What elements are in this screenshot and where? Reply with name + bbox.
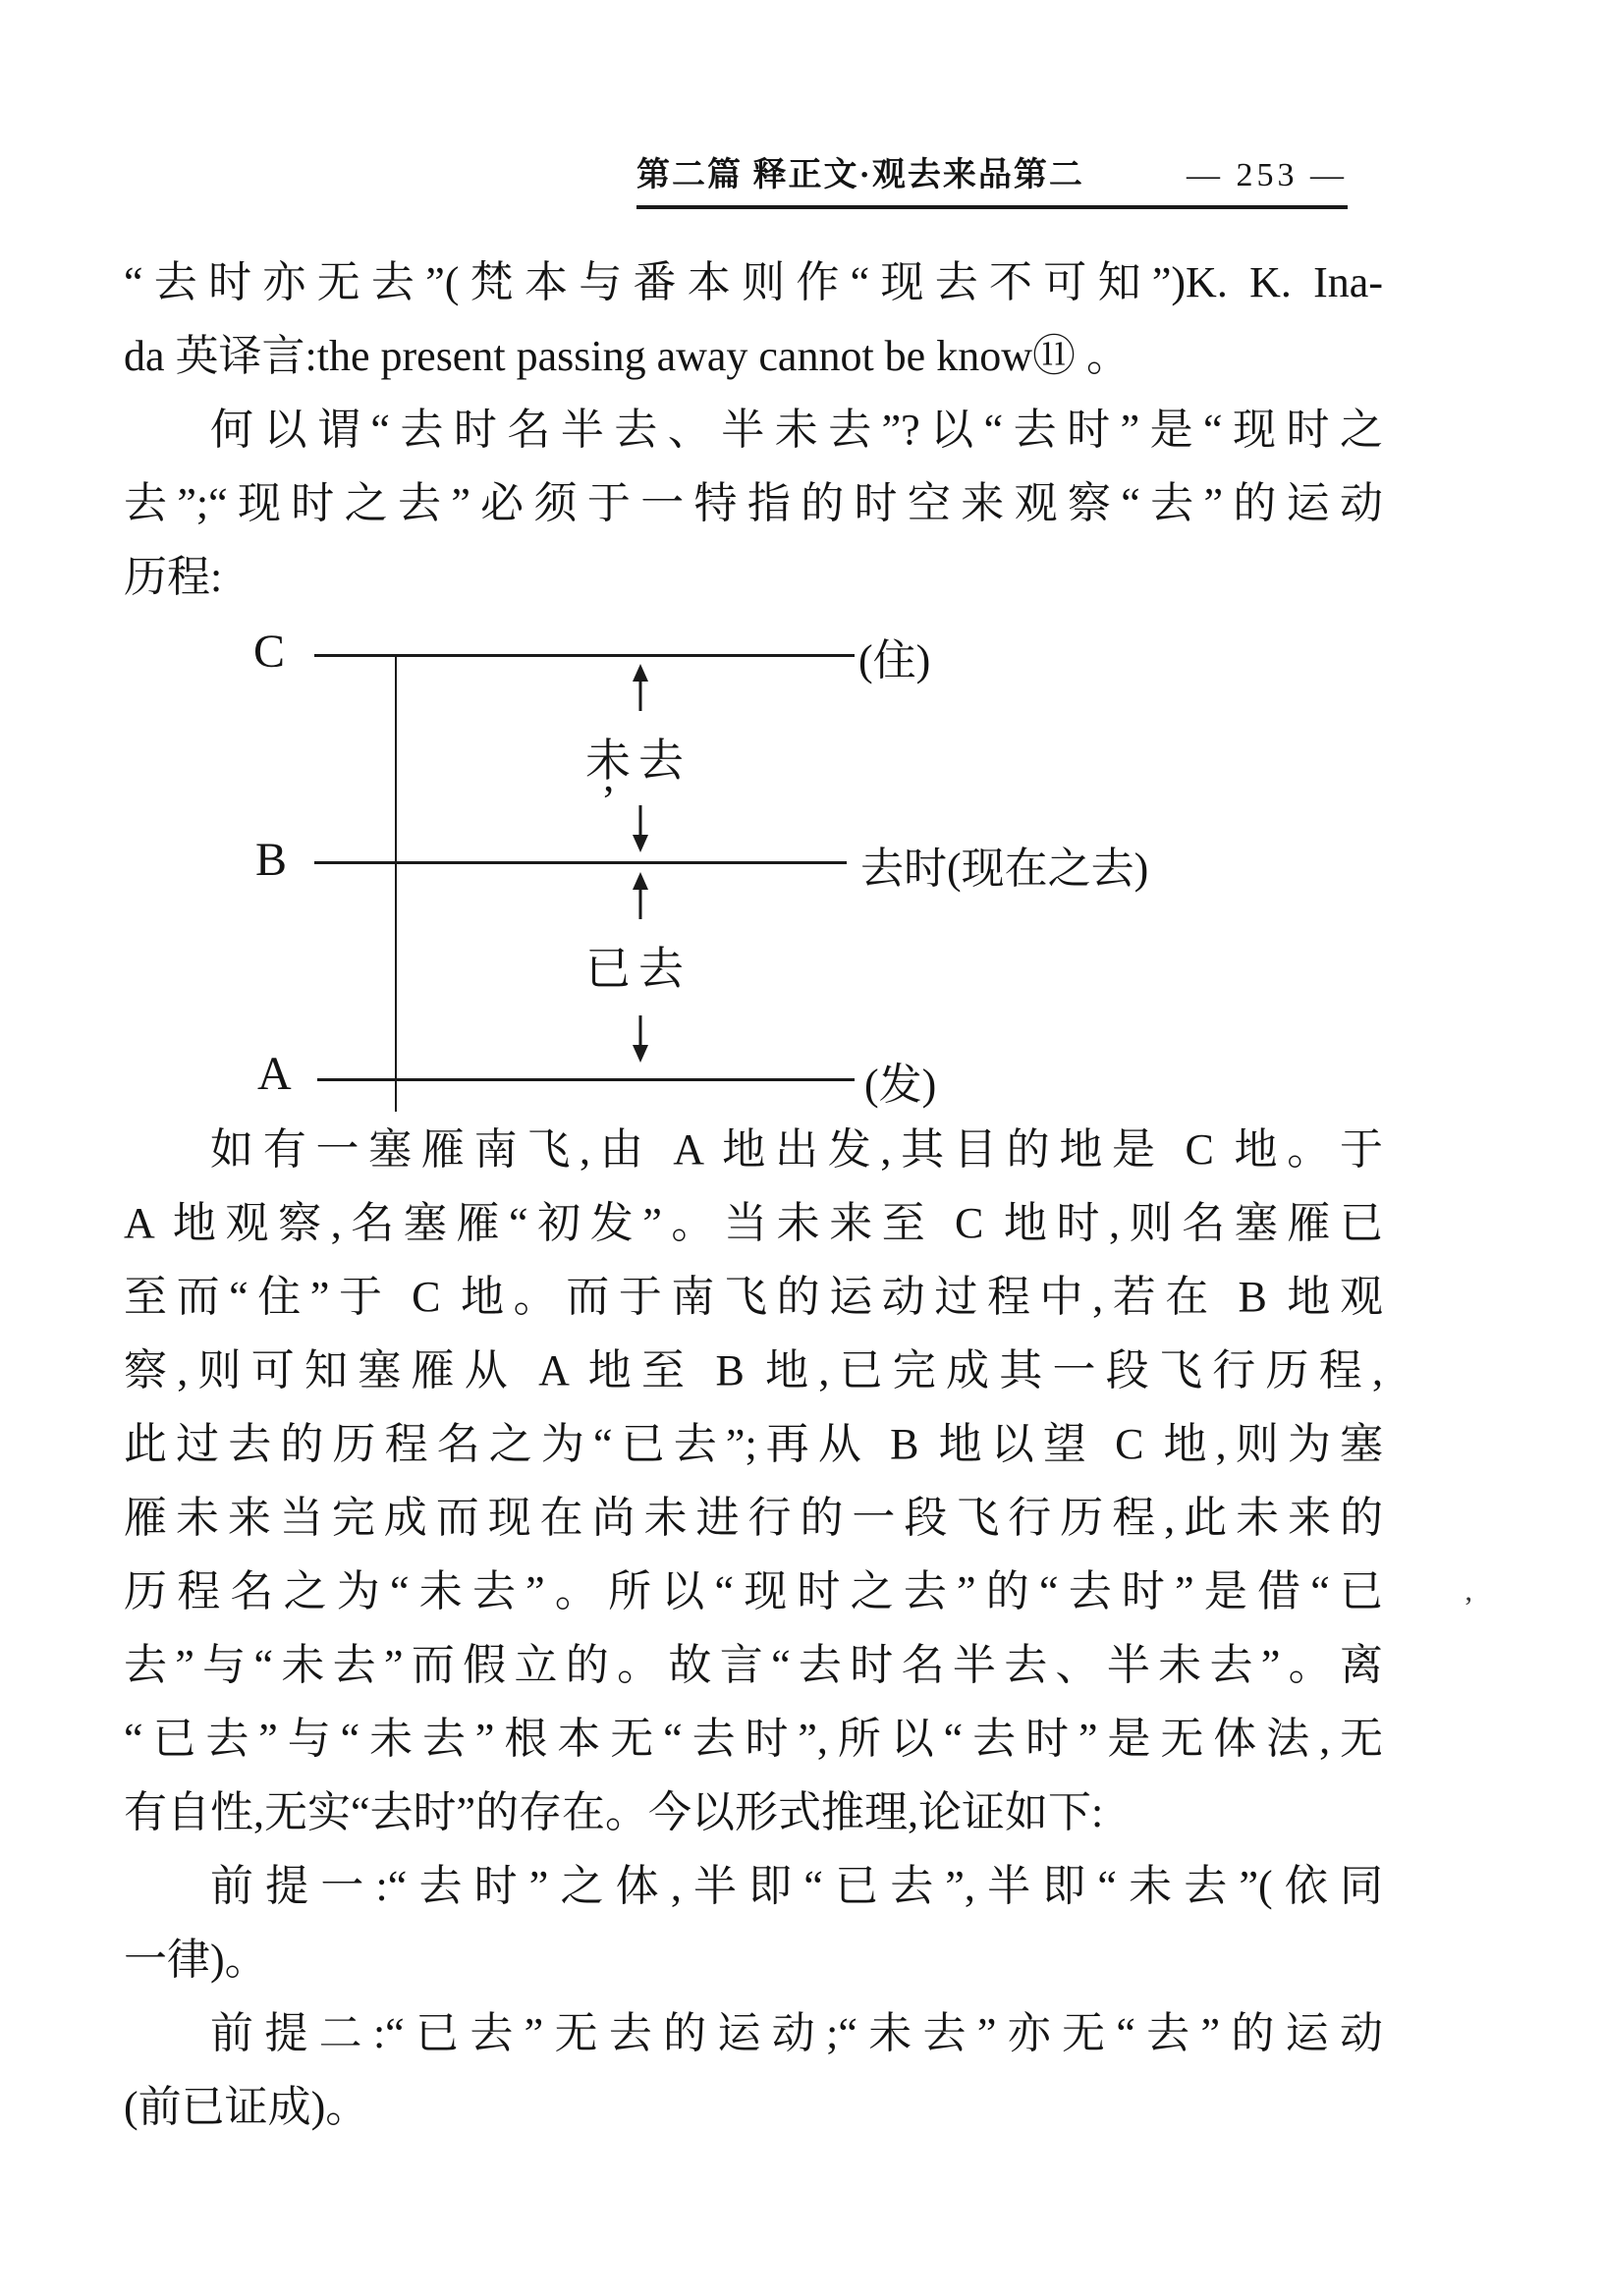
text-line: (前已证成)。: [124, 2083, 369, 2131]
margin-stray-mark: ’: [1464, 1591, 1473, 1623]
text-line: 一律)。: [124, 1936, 268, 1984]
arrow-down-icon: [628, 1013, 653, 1063]
text-line: 历程名之为“未去”。所以“现时之去”的“去时”是借“已: [124, 1567, 1383, 1615]
text-line: 有自性,无实“去时”的存在。今以形式推理,论证如下:: [124, 1788, 1104, 1836]
text-line: 至而“住”于 C 地。而于南飞的运动过程中,若在 B 地观: [124, 1273, 1383, 1321]
diagram-label-depart: (发): [864, 1061, 937, 1109]
text-line: 历程:: [124, 553, 223, 601]
text-line: 如有一塞雁南飞,由 A 地出发,其目的地是 C 地。于: [210, 1125, 1383, 1174]
diagram-point-c-label: C: [253, 626, 286, 678]
arrow-up-icon: [628, 872, 653, 921]
paragraph-block-bottom: [124, 1113, 1383, 2144]
diagram-point-b-label: B: [255, 834, 288, 886]
text-line: 前提一:“去时”之体,半即“已去”,半即“未去”(依同: [210, 1862, 1383, 1910]
text-line: A 地观察,名塞雁“初发”。当未来至 C 地时,则名塞雁已: [124, 1199, 1383, 1247]
text-line: “去时亦无去”(梵本与番本则作“现去不可知”)K. K. Ina-: [124, 258, 1383, 306]
chapter-title: 第二篇 释正文·观去来品第二: [636, 157, 1084, 193]
text-line: 此过去的历程名之为“已去”;再从 B 地以望 C 地,则为塞: [124, 1420, 1383, 1468]
text-line: “已去”与“未去”根本无“去时”,所以“去时”是无体法,无: [124, 1715, 1383, 1763]
text-line: 雁未来当完成而现在尚未进行的一段飞行历程,此未来的: [124, 1494, 1383, 1542]
diagram-label-dwell: (住): [858, 636, 931, 684]
text-line: 去”;“现时之去”必须于一特指的时空来观察“去”的运动: [124, 479, 1383, 527]
diagram-tick-mark: ’: [601, 777, 616, 825]
diagram-point-a-label: A: [257, 1048, 292, 1100]
diagram-segment-not-gone: 未去: [585, 736, 691, 786]
text-line: 何以谓“去时名半去、半未去”?以“去时”是“现时之: [210, 406, 1383, 454]
text-line: 前提二:“已去”无去的运动;“未去”亦无“去”的运动: [210, 2009, 1383, 2057]
page-number: — 253 —: [1187, 157, 1348, 193]
text-line: 去”与“未去”而假立的。故言“去时名半去、半未去”。离: [124, 1641, 1383, 1689]
arrow-up-icon: [628, 664, 653, 713]
diagram-vertical-axis-line: [395, 655, 397, 1112]
diagram-segment-gone: 已去: [585, 944, 691, 994]
arrow-down-icon: [628, 803, 653, 852]
text-line: da 英译言:the present passing away cannot be know⑪ 。: [124, 332, 1130, 380]
diagram-line-b: [314, 861, 847, 864]
diagram-line-a: [317, 1078, 855, 1081]
diagram-label-going: 去时(现在之去): [860, 845, 1149, 893]
text-line: 察,则可知塞雁从 A 地至 B 地,已完成其一段飞行历程,: [124, 1346, 1383, 1394]
